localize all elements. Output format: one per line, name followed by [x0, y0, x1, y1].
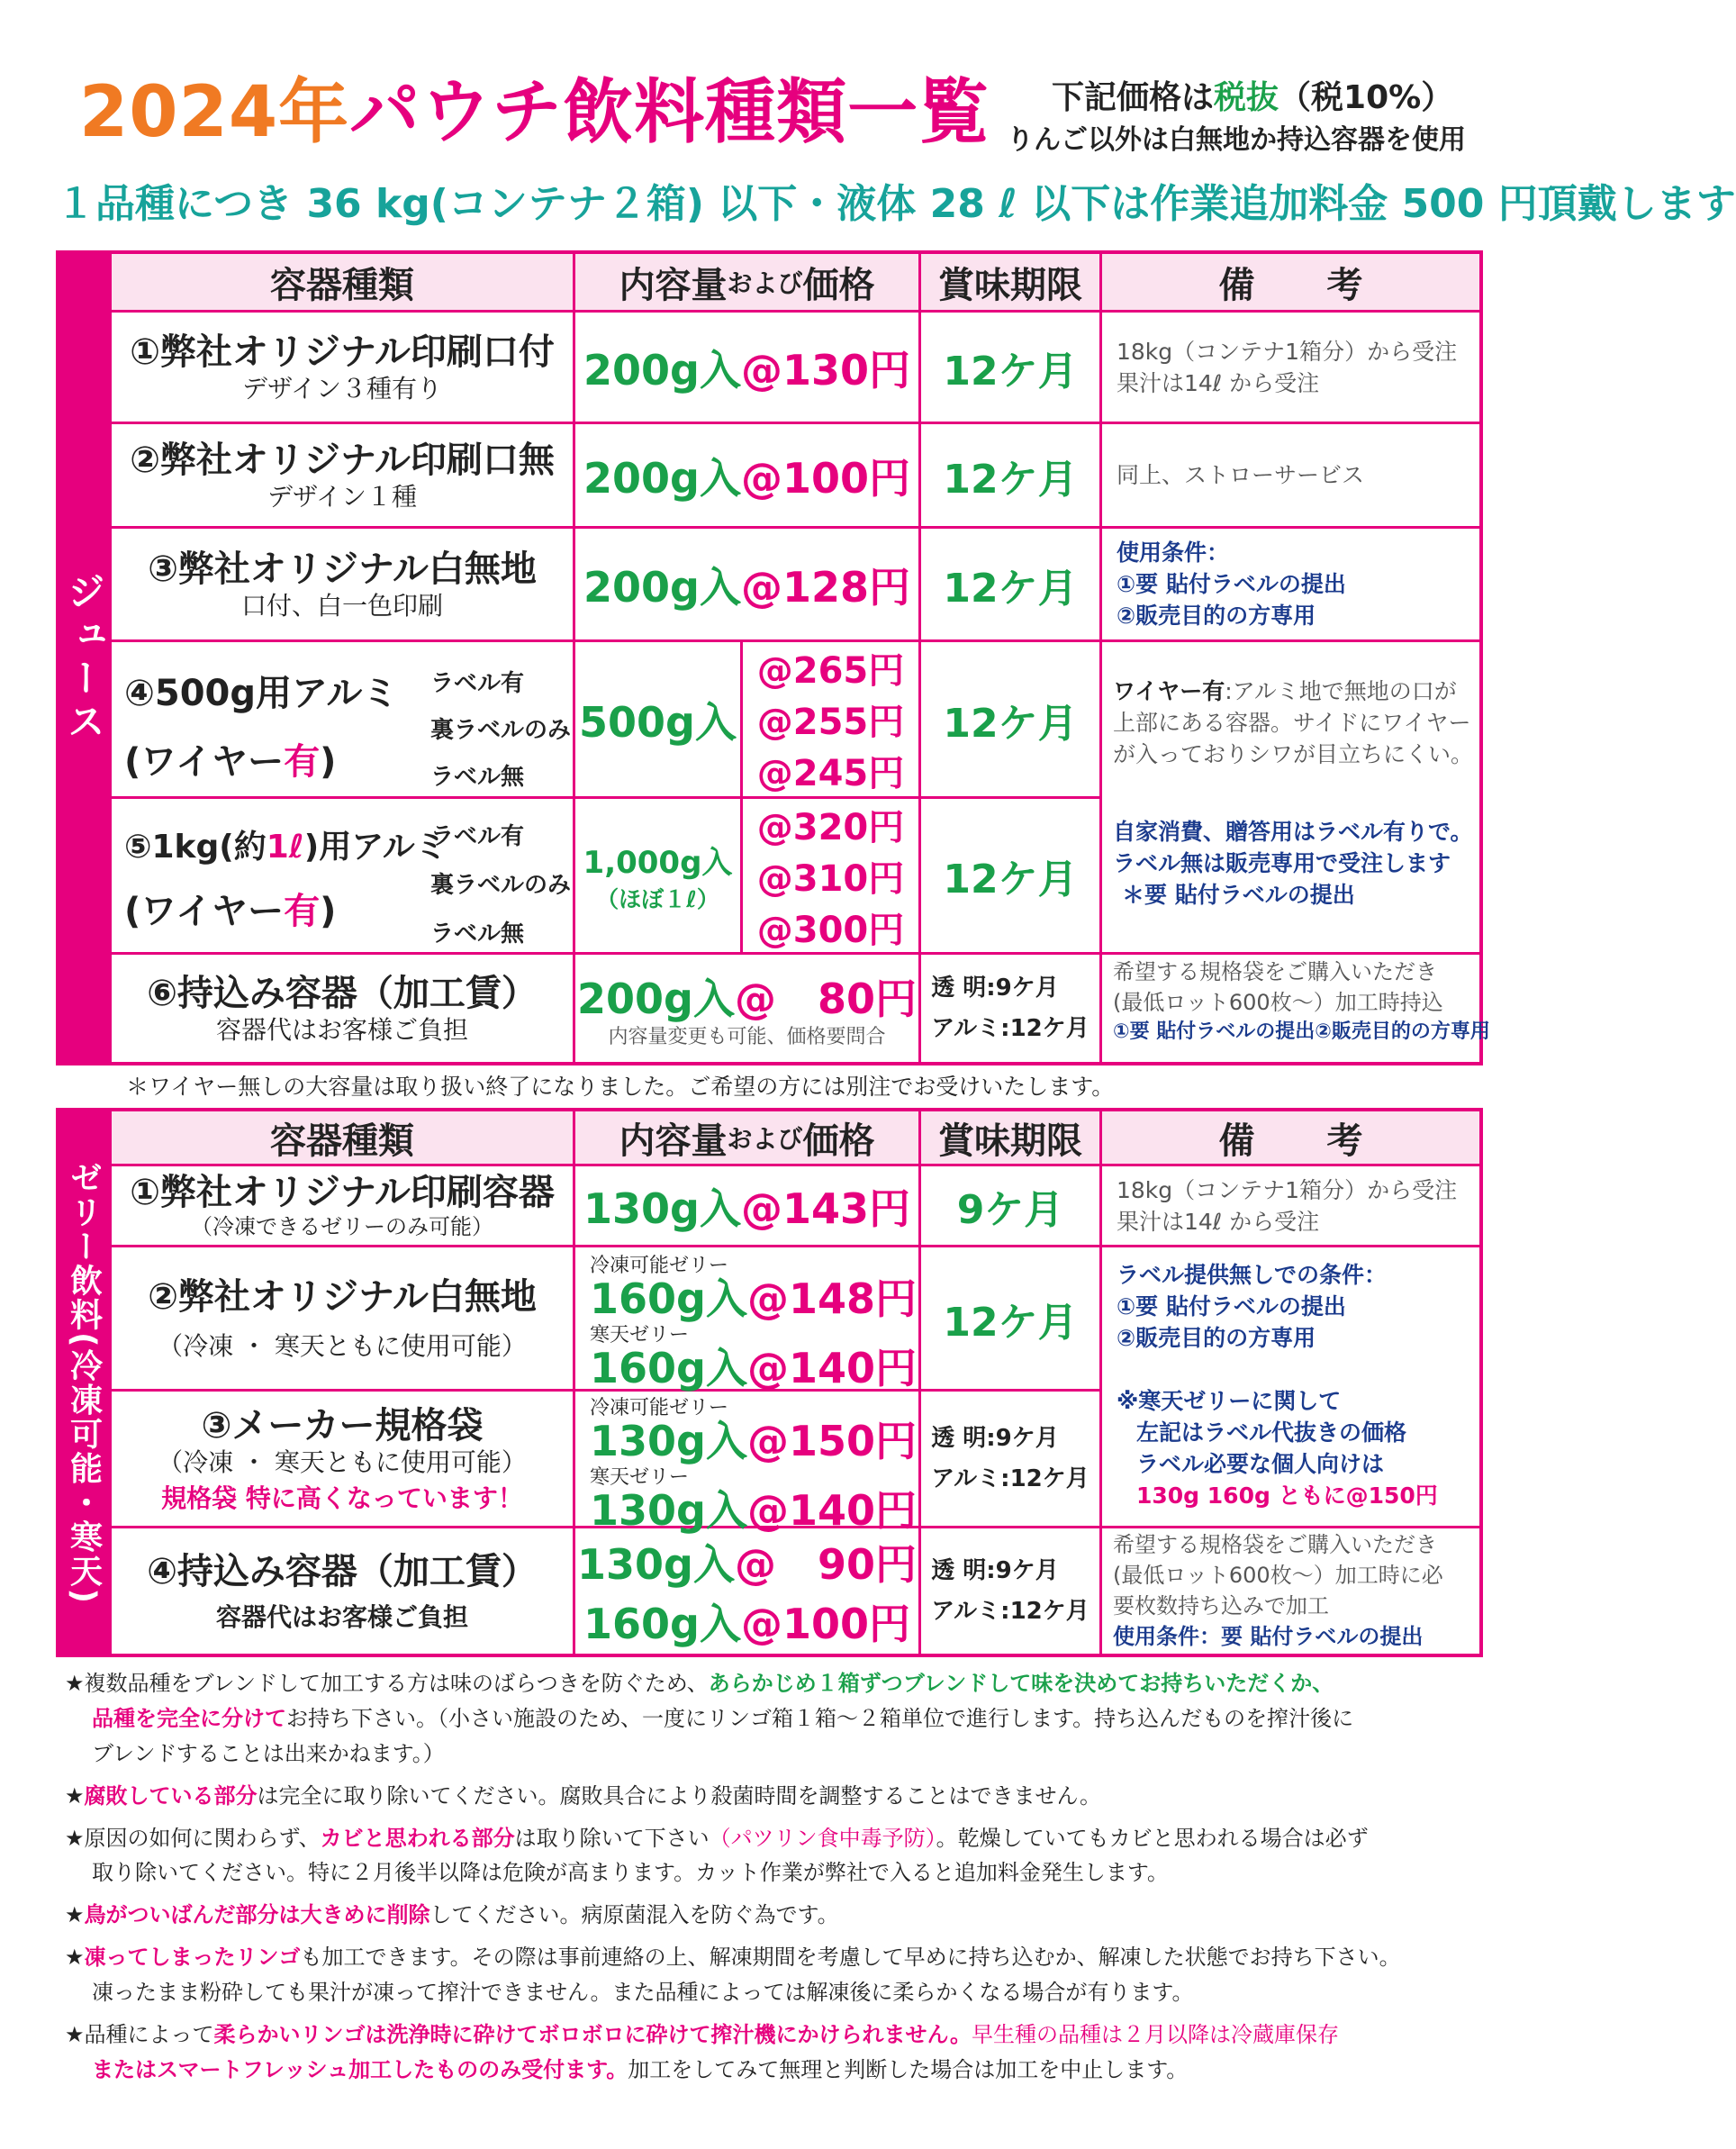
jelly-row-4-name: ④持込み容器（加工賃） [147, 1550, 538, 1592]
juice-row-1-shelf: 12ケ月 [943, 348, 1078, 394]
jelly-row-4-price [575, 1528, 918, 1654]
note-mold-e: 。乾燥していてもカビと思われる場合は必ず [936, 1825, 1369, 1851]
juice-header-type: 容器種類 [112, 254, 573, 310]
jelly-row-4-shelf-alu: アルミ:12ケ月 [931, 1597, 1090, 1625]
juice-row-1-remark-2: 果汁は14ℓ から受注 [1117, 369, 1320, 396]
notes-block [65, 1666, 1496, 2088]
juice-row-5-name-b1: (ワイヤー [124, 891, 285, 933]
jelly-row-3-remark-2: 左記はラベル代抜きの価格 [1136, 1419, 1407, 1446]
juice-row-5-shelf: 12ケ月 [943, 857, 1078, 902]
juice-row-5-name-liter: 1ℓ [266, 829, 304, 866]
jelly-row-4-content-b: 160g入 [583, 1599, 741, 1648]
jelly-row-3-shelf [921, 1392, 1099, 1526]
jelly-row-2-shelf: 12ケ月 [943, 1299, 1078, 1346]
juice-row-6-content: 200g入 [577, 975, 735, 1024]
jelly-row-1-type [112, 1166, 573, 1245]
juice-row-6-remark-3: ①要 貼付ラベルの提出②販売目的の方専用 [1113, 1020, 1490, 1044]
jelly-row-2-unit-price-b: @140円 [746, 1344, 917, 1392]
juice-row-5-price-2: @310円 [756, 857, 905, 900]
note-soft-c: 早生種の品種は２月以降は冷蔵庫保存 [971, 2021, 1339, 2047]
juice-row-5-label-1: ラベル有 [430, 823, 525, 850]
juice-row-4-name-b [124, 740, 421, 784]
juice-header-content [575, 254, 918, 310]
jelly-row-3-shelf-clear: 透 明:9ケ月 [931, 1425, 1059, 1453]
juice-row-4-remarks [1113, 676, 1478, 770]
juice-row-5-price-3: @300円 [756, 909, 905, 951]
juice-row-4-name-b1: (ワイヤー [124, 741, 285, 783]
juice-row-3-price [575, 529, 918, 639]
juice-row-1-remarks [1117, 313, 1472, 422]
note-mold-f: 取り除いてください。特に２月後半以降は危険が高まります。カット作業が弊社で入ると追加料金発生します。 [92, 1860, 1169, 1886]
juice-row-5-content-sub: （ほぼ１ℓ） [596, 885, 719, 912]
jelly-row-1-name: ①弊社オリジナル印刷容器 [130, 1172, 555, 1214]
wire-footnote: ＊ワイヤー無しの大容量は取り扱い終了になりました。ご希望の方には別注でお受けいたします。 [126, 1074, 1115, 1100]
jelly-row-4-price-a [577, 1532, 917, 1591]
juice-row-2-type [112, 424, 573, 526]
jelly-row-3-remark-3: ラベル必要な個人向けは [1136, 1451, 1385, 1477]
jelly-row-2-remark-3: ②販売目的の方専用 [1117, 1325, 1316, 1351]
jelly-row-3-unit-price-b: @140円 [746, 1486, 917, 1535]
juice-row-2-content: 200g入 [583, 453, 741, 503]
jelly-header-type: 容器種類 [112, 1111, 573, 1164]
juice-row-2-shelf: 12ケ月 [943, 456, 1078, 503]
juice-row-5-name-a1: ⑤1kg(約 [124, 829, 267, 866]
juice-header-shelf: 賞味期限 [921, 254, 1099, 310]
juice-row-5-content [575, 799, 740, 952]
juice-row-2-name: ②弊社オリジナル印刷口無 [130, 439, 555, 481]
juice-row-4-remark-2: 上部にある容器。サイドにワイヤー [1113, 710, 1471, 736]
juice-col-divider [1099, 254, 1102, 1062]
note-rot-star: ★ [65, 1782, 85, 1809]
fee-note: １品種につき 36 kg(コンテナ２箱) 以下・液体 28 ℓ 以下は作業追加料金 500 円頂戴します [56, 181, 1736, 227]
jelly-row-2-remarks [1117, 1259, 1472, 1354]
juice-row-2-unit-price: @100円 [740, 453, 910, 503]
jelly-row-1-remark-2: 果汁は14ℓ から受注 [1117, 1208, 1320, 1235]
note-bird-c: してください。病原菌混入を防ぐ為です。 [429, 1902, 839, 1928]
jelly-row-4-remark-2: (最低ロット600枚〜）加工時に必 [1113, 1563, 1443, 1589]
note-frozen-d: 凍ったまま粉砕しても果汁が凍って搾汁できません。また品種によっては解凍後に柔らかくなる場合が有ります。 [92, 1980, 1194, 2005]
juice-row-3-remark-1: 使用条件： [1117, 540, 1230, 566]
juice-row-5-name-wire: 有 [284, 891, 321, 933]
juice-row-1-sub: デザイン３種有り [241, 373, 443, 404]
jelly-header-content-c: 価格 [802, 1120, 875, 1162]
jelly-header-shelf: 賞味期限 [921, 1111, 1099, 1164]
juice-row-6-remark-1: 希望する規格袋をご購入いただき [1113, 959, 1437, 984]
jelly-row-3-remark-1: ※寒天ゼリーに関して [1117, 1388, 1342, 1414]
page-title [79, 56, 990, 157]
note-mold-b: カビと思われる部分 [320, 1825, 515, 1851]
note-rot-c: は完全に取り除いてください。腐敗具合により殺菌時間を調整することはできません。 [257, 1782, 1101, 1809]
note-mold [65, 1821, 1496, 1856]
note-bird [65, 1898, 1496, 1933]
jelly-row-2-price-a [590, 1274, 917, 1323]
jelly-row-1-unit-price: @143円 [740, 1183, 910, 1233]
jelly-row-4-content-a: 130g入 [577, 1539, 735, 1589]
juice-row-6-sub: 容器代はお客様ご負担 [215, 1014, 468, 1045]
juice-row-6-price [575, 955, 918, 1062]
jelly-row-1-sub: （冷凍できるゼリーのみ可能） [191, 1214, 493, 1240]
jelly-row-4-remark-1: 希望する規格袋をご購入いただき [1113, 1532, 1437, 1557]
juice-row-6-remarks [1113, 957, 1490, 1046]
juice-row-3-remarks [1117, 529, 1472, 639]
juice-row-4-price-2: @255円 [756, 702, 905, 743]
apple-note: りんご以外は白無地か持込容器を使用 [1007, 124, 1466, 156]
juice-row-2-sub: デザイン１種 [267, 481, 418, 512]
juice-row-2-price [575, 424, 918, 526]
jelly-header-content [575, 1111, 918, 1164]
juice-row-4-shelf: 12ケ月 [943, 700, 1078, 747]
note-soft-b: 柔らかいリンゴは洗浄時に砕けてボロボロに砕けて搾汁機にかけられません。 [213, 2021, 972, 2047]
tax-note-em: 税抜 [1214, 79, 1279, 116]
juice-row-6-unit-price: @ 80円 [734, 975, 917, 1024]
juice-row-3-name: ③弊社オリジナル白無地 [148, 548, 537, 590]
juice-row-6-shelf-clear: 透 明:9ケ月 [931, 975, 1059, 1002]
note-soft-a: ★品種によって [65, 2021, 214, 2047]
juice-row-6-name: ⑥持込み容器（加工賃） [147, 972, 538, 1014]
jelly-row-4-unit-price-b: @100円 [740, 1599, 910, 1648]
juice-row-4-name-b2: ) [320, 741, 337, 783]
juice-row-6-content-note: 内容量変更も可能、価格要問合 [608, 1026, 886, 1049]
note-blend-c: 品種を完全に分けて [92, 1705, 286, 1731]
juice-row-5-type [124, 815, 448, 933]
juice-row-4-remark-1: :アルミ地で無地の口が [1225, 678, 1457, 704]
juice-row-5-name-b2: ) [320, 891, 337, 933]
jelly-row-4-shelf-clear: 透 明:9ケ月 [931, 1557, 1059, 1585]
juice-row-1-name: ①弊社オリジナル印刷口付 [130, 331, 555, 373]
jelly-row-3-unit-price-a: @150円 [746, 1417, 917, 1465]
jelly-row-4-unit-price-a: @ 90円 [734, 1539, 917, 1589]
tax-note-suffix: （税10%） [1279, 79, 1454, 116]
jelly-side-label: ゼリー飲料(冷凍可能・寒天) [56, 1108, 112, 1657]
jelly-row-3-price-a [590, 1417, 917, 1465]
note-frozen [65, 1940, 1496, 1975]
note-blend-2 [65, 1701, 1496, 1736]
jelly-row-2-price [590, 1250, 917, 1392]
jelly-row-2-remark-2: ①要 貼付ラベルの提出 [1117, 1293, 1346, 1319]
jelly-header-content-b: および [727, 1124, 803, 1154]
juice-row-6-remark-2: (最低ロット600枚〜）加工時持込 [1113, 990, 1443, 1016]
juice-row-5-name-a [124, 828, 448, 866]
juice-row-1-remark-1: 18kg（コンテナ1箱分）から受注 [1117, 338, 1458, 365]
note-frozen-b: 凍ってしまったリンゴ [84, 1945, 301, 1971]
jelly-row-2-content-a: 160g入 [590, 1274, 747, 1323]
juice-row-3-unit-price: @128円 [740, 562, 910, 612]
juice-row-4-content: 500g入 [579, 697, 737, 747]
jelly-header-content-a: 内容量 [619, 1120, 728, 1162]
juice-row-4-price-1: @265円 [756, 650, 905, 692]
note-rot [65, 1779, 1496, 1814]
juice-row-4-remark-3: が入っておりシワが目立ちにくい。 [1113, 741, 1474, 767]
juice-row-4-label-1: ラベル有 [430, 670, 525, 697]
note-soft-d: またはスマートフレッシュ加工したもののみ受付ます。 [92, 2056, 628, 2082]
juice-row-3-type [112, 529, 573, 639]
jelly-row-3-remark-4: 130g 160g ともに@150円 [1136, 1483, 1438, 1509]
note-bird-star: ★ [65, 1902, 85, 1928]
note-bird-b: 鳥がついばんだ部分は大きめに削除 [84, 1902, 430, 1928]
note-blend [65, 1666, 1496, 1701]
juice-row-6-shelf [921, 955, 1099, 1062]
juice-row-3-remark-3: ②販売目的の方専用 [1117, 603, 1316, 629]
juice-row-5-remark-3: ＊要 貼付ラベルの提出 [1122, 882, 1355, 908]
jelly-row-1-price [575, 1166, 918, 1245]
juice-row-4-label-2: 裏ラベルのみ [430, 717, 572, 744]
title-year: 2024年 [79, 72, 350, 153]
jelly-row-1-remark-1: 18kg（コンテナ1箱分）から受注 [1117, 1176, 1458, 1203]
juice-row-5-price-1: @320円 [756, 806, 905, 848]
jelly-col-divider [1099, 1111, 1102, 1654]
juice-row-1-unit-price: @130円 [740, 345, 910, 394]
note-mold-a: ★原因の如何に関わらず、 [65, 1825, 321, 1851]
juice-row-3-remark-2: ①要 貼付ラベルの提出 [1117, 571, 1346, 597]
juice-header-content-a: 内容量 [619, 264, 728, 306]
jelly-row-3-name: ③メーカー規格袋 [201, 1404, 484, 1446]
note-frozen-star: ★ [65, 1945, 85, 1971]
jelly-row-1-shelf: 9ケ月 [956, 1186, 1064, 1233]
jelly-row-4-remark-bold: 使用条件：要 貼付ラベルの提出 [1113, 1624, 1424, 1650]
juice-row-5-content-main: 1,000g入 [583, 844, 733, 881]
jelly-row-4-shelf [921, 1528, 1099, 1654]
title-main: パウチ飲料種類一覧 [349, 72, 990, 153]
juice-row-5-remark-1: 自家消費、贈答用はラベル有りで。 [1113, 819, 1473, 845]
juice-row-1-price [575, 313, 918, 422]
note-soft-2 [65, 2053, 1496, 2088]
juice-row-5-remarks [1113, 816, 1478, 911]
jelly-row-4-price-b [583, 1591, 910, 1651]
note-blend-b: あらかじめ１箱ずつブレンドして味を決めてお持ちいただくか、 [708, 1671, 1334, 1696]
note-blend-e: ブレンドすることは出来かねます。） [92, 1740, 445, 1766]
juice-row-4-name-wire: 有 [284, 741, 321, 783]
jelly-row-2-name: ②弊社オリジナル白無地 [148, 1275, 537, 1318]
juice-row-4-price-3: @245円 [756, 753, 905, 794]
juice-row-1-type [112, 313, 573, 422]
jelly-row-3-type [112, 1392, 573, 1526]
juice-row-4-prices [743, 642, 918, 796]
juice-row-2-remarks [1117, 424, 1472, 526]
juice-row-1-content: 200g入 [583, 345, 741, 394]
note-soft-e: 加工をしてみて無理と判断した場合は加工を中止します。 [628, 2056, 1189, 2082]
jelly-row-2-sub: （冷凍 ・ 寒天ともに使用可能） [158, 1330, 527, 1361]
jelly-row-2-remark-1: ラベル提供無しでの条件： [1117, 1262, 1388, 1288]
juice-row-3-content: 200g入 [583, 562, 741, 612]
jelly-row-4-sub: 容器代はお客様ご負担 [215, 1601, 468, 1632]
jelly-row-3-content-b: 130g入 [590, 1486, 747, 1535]
juice-header-remarks: 備 考 [1102, 254, 1479, 310]
juice-row-4-remark-bold: ワイヤー有 [1113, 678, 1225, 704]
note-mold-d: （パツリン食中毒予防） [709, 1825, 936, 1851]
juice-row-5-name-a2: )用アルミ [303, 829, 448, 866]
juice-row-6-shelf-alu: アルミ:12ケ月 [931, 1014, 1090, 1042]
juice-row-4-type [124, 657, 421, 784]
tax-note [1052, 72, 1453, 118]
juice-row-4-label-3: ラベル無 [430, 764, 525, 791]
jelly-row-1-remarks [1117, 1166, 1472, 1245]
jelly-row-3-remarks [1117, 1385, 1472, 1511]
note-blend-a: ★複数品種をブレンドして加工する方は味のばらつきを防ぐため、 [65, 1671, 709, 1696]
jelly-row-4-remarks [1113, 1529, 1478, 1652]
jelly-row-3-label-a: 冷凍可能ゼリー [590, 1397, 729, 1419]
juice-row-5-remark-2: ラベル無は販売専用で受注します [1113, 850, 1451, 876]
tax-note-prefix: 下記価格は [1052, 79, 1215, 116]
jelly-row-2-label-a: 冷凍可能ゼリー [590, 1255, 729, 1277]
jelly-row-2-type [112, 1247, 573, 1389]
jelly-header-remarks: 備 考 [1102, 1111, 1479, 1164]
jelly-row-3-content-a: 130g入 [590, 1417, 747, 1465]
juice-row-6-type [112, 955, 573, 1062]
juice-row-3-sub: 口付、白一色印刷 [240, 590, 443, 621]
juice-header-content-c: 価格 [802, 264, 875, 306]
juice-side-label: ジュース [56, 250, 112, 1065]
jelly-row-3-price-b [590, 1486, 917, 1535]
juice-row-4-name-a: ④500g用アルミ [124, 673, 399, 714]
jelly-row-3-warning: 規格袋 特に高くなっています！ [161, 1483, 523, 1513]
juice-row-2-remark-1: 同上、ストローサービス [1117, 462, 1365, 488]
jelly-row-4-remark-3: 要枚数持ち込みで加工 [1113, 1593, 1329, 1619]
jelly-row-3-label-b: 寒天ゼリー [590, 1466, 690, 1489]
juice-row-5-label-3: ラベル無 [430, 920, 525, 948]
note-rot-b: 腐敗している部分 [84, 1782, 258, 1809]
jelly-row-1-content: 130g入 [583, 1183, 741, 1233]
juice-row-5-name-b [124, 890, 430, 933]
jelly-row-2-unit-price-a: @148円 [746, 1274, 917, 1323]
note-frozen-c: も加工できます。その際は事前連絡の上、解凍期間を考慮して早めに持ち込むか、解凍した状態でお持ち下さい。 [300, 1945, 1401, 1971]
juice-row-3-shelf: 12ケ月 [943, 565, 1078, 612]
jelly-row-2-label-b: 寒天ゼリー [590, 1324, 690, 1347]
jelly-row-3-shelf-alu: アルミ:12ケ月 [931, 1464, 1090, 1492]
juice-row-5-prices [743, 799, 918, 952]
jelly-row-2-price-b [590, 1344, 917, 1392]
jelly-row-4-type [112, 1528, 573, 1654]
note-mold-c: は取り除いて下さい [514, 1825, 710, 1851]
note-blend-d: お持ち下さい。（小さい施設のため、一度にリンゴ箱１箱〜２箱単位で進行します。持ち込んだものを搾汁後に [286, 1705, 1354, 1731]
juice-row-5-label-2: 裏ラベルのみ [430, 872, 572, 899]
jelly-row-2-content-b: 160g入 [590, 1344, 747, 1392]
jelly-row-3-price [590, 1392, 917, 1535]
juice-header-content-b: および [727, 268, 803, 298]
note-soft [65, 2018, 1496, 2053]
jelly-row-3-sub: （冷凍 ・ 寒天ともに使用可能） [158, 1446, 527, 1477]
